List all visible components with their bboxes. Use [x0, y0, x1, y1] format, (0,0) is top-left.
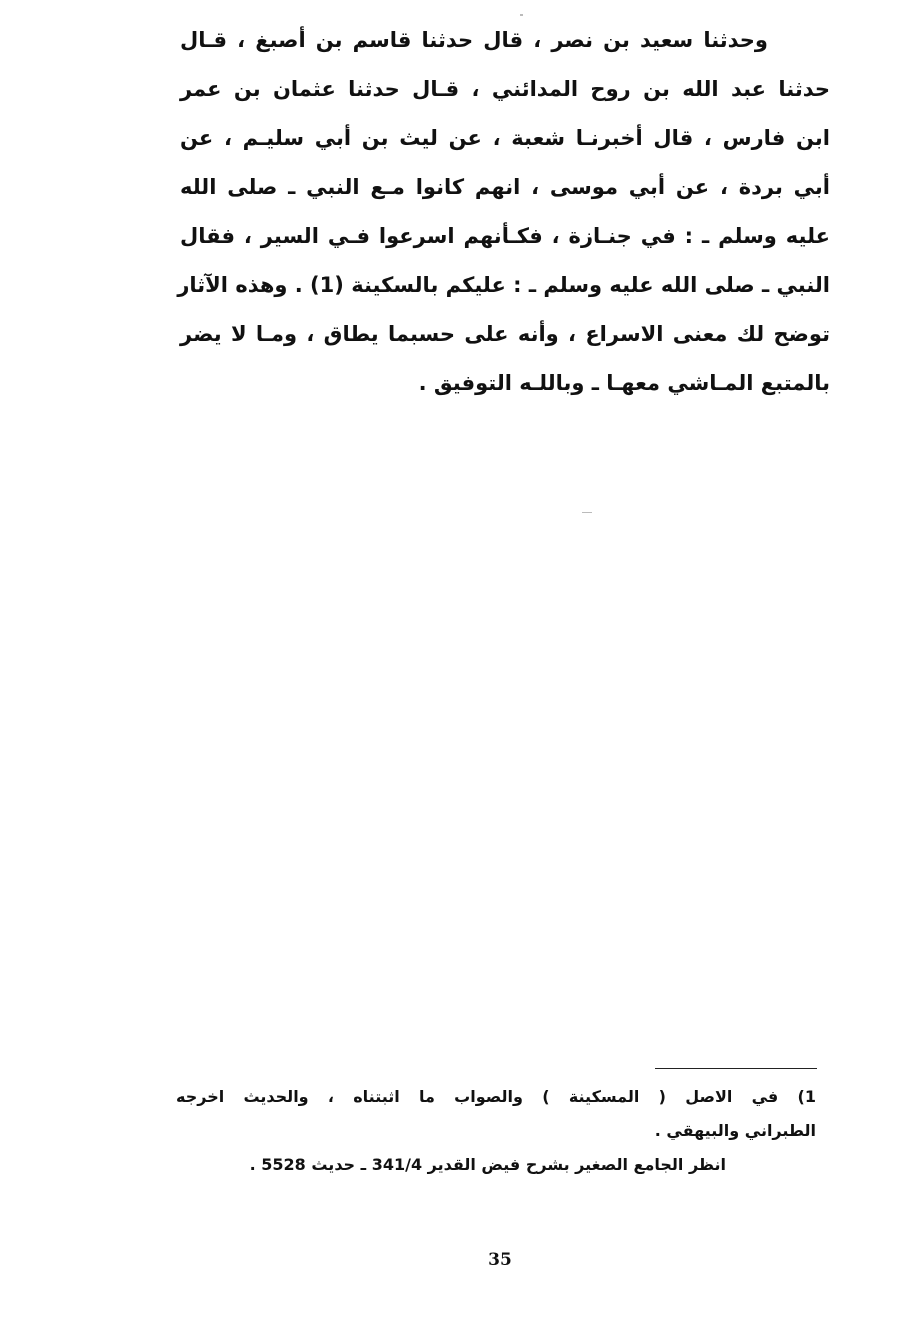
scan-speck [582, 512, 592, 513]
main-text-block [177, 16, 830, 408]
page-number: 35 [488, 1250, 512, 1270]
text-line: حدثنا عبد الله بن روح المدائني ، قـال حدثنا عثمان بن عمر [180, 77, 830, 101]
text-line: وحدثنا سعيد بن نصر ، قال حدثنا قاسم بن أصبغ ، قـال [180, 28, 768, 52]
text-line: عليه وسلم ـ : في جنـازة ، فكـأنهم اسرعوا فـي السير ، فقال [180, 224, 830, 248]
text-line: أبي بردة ، عن أبي موسى ، انهم كانوا مـع النبي ـ صلى الله [180, 175, 830, 199]
text-line: النبي ـ صلى الله عليه وسلم ـ : عليكم بالسكينة (1) . وهذه الآثار [177, 273, 830, 297]
footnote-line: الطبراني والبيهقي . [654, 1121, 816, 1140]
footnote-line: 1) في الاصل ( المسكينة ) والصواب ما اثبتناه ، والحديث اخرجه [176, 1087, 816, 1106]
footnote-divider [655, 1068, 817, 1069]
text-line: توضح لك معنى الاسراع ، وأنه على حسبما يطاق ، ومـا لا يضر [180, 322, 830, 346]
text-line: بالمتبع المـاشي معهـا ـ وباللـه التوفيق . [418, 371, 830, 395]
text-line: ابن فارس ، قال أخبرنـا شعبة ، عن ليث بن أبي سليـم ، عن [180, 126, 830, 150]
footnote-line: انظر الجامع الصغير بشرح فيض القدير 341/4 ـ حديث 5528 . [249, 1155, 726, 1174]
scan-speck [520, 14, 523, 16]
footnotes-block [176, 1080, 816, 1182]
